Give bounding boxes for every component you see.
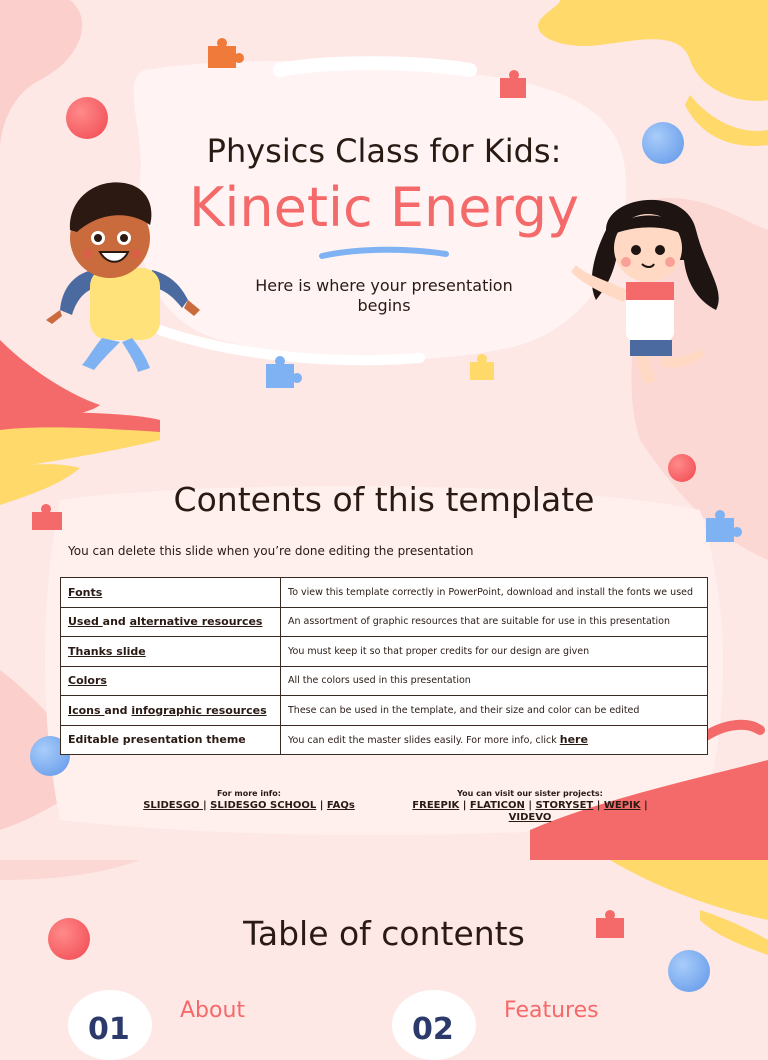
separator: | xyxy=(593,800,604,811)
toc-slide xyxy=(0,860,768,1047)
editable-theme-label: Editable presentation theme xyxy=(68,733,246,747)
toc-item-features[interactable]: Features xyxy=(504,998,599,1023)
thanks-slide-link[interactable]: Thanks slide xyxy=(68,644,146,658)
table-row xyxy=(61,696,708,726)
and-text: and xyxy=(104,703,132,717)
ball-icon xyxy=(668,454,696,482)
row-description: An assortment of graphic resources that are suitable for use in this presentation xyxy=(281,607,708,637)
footer-more-info xyxy=(124,788,374,812)
separator: | xyxy=(203,800,211,811)
slidesgo-link[interactable]: SLIDESGO xyxy=(143,800,204,811)
and-text: and xyxy=(102,615,130,629)
resources-table xyxy=(60,577,708,755)
wepik-link[interactable]: WEPIK xyxy=(603,800,641,811)
fonts-link[interactable]: Fonts xyxy=(68,585,103,599)
row-description: You can edit the master slides easily. For more info, click xyxy=(288,735,560,747)
separator: | xyxy=(316,800,327,811)
alternative-resources-link[interactable]: alternative resources xyxy=(129,615,263,629)
freepik-link[interactable]: FREEPIK xyxy=(412,800,460,811)
puzzle-piece-icon xyxy=(260,354,302,392)
puzzle-piece-icon xyxy=(204,38,244,68)
toc-title: Table of contents xyxy=(243,914,525,953)
videvo-link[interactable]: VIDEVO xyxy=(508,812,552,823)
separator: | xyxy=(524,800,536,811)
contents-title: Contents of this template xyxy=(173,480,595,519)
flaticon-link[interactable]: FLATICON xyxy=(469,800,525,811)
used-resources-link[interactable]: Used xyxy=(68,615,103,629)
table-row xyxy=(61,578,708,608)
row-description: To view this template correctly in PowerPoint, download and install the fonts we used xyxy=(281,578,708,608)
slidesgo-school-link[interactable]: SLIDESGO SCHOOL xyxy=(210,800,317,811)
footer-heading: You can visit our sister projects: xyxy=(457,789,603,798)
title-underline xyxy=(318,246,450,260)
table-row xyxy=(61,666,708,696)
cover-title-line2: Kinetic Energy xyxy=(189,176,579,239)
faqs-link[interactable]: FAQs xyxy=(326,800,355,811)
row-description: You must keep it so that proper credits for our design are given xyxy=(281,637,708,667)
separator: | xyxy=(459,800,470,811)
row-description: All the colors used in this presentation xyxy=(281,666,708,696)
toc-number: 01 xyxy=(88,1012,130,1047)
contents-description: You can delete this slide when you’re done editing the presentation xyxy=(68,544,474,558)
footer-sister-projects xyxy=(400,788,660,824)
cover-title-line1: Physics Class for Kids: xyxy=(206,132,562,170)
storyset-link[interactable]: STORYSET xyxy=(535,800,594,811)
toc-item-about[interactable]: About xyxy=(180,998,246,1023)
puzzle-piece-icon xyxy=(496,72,530,102)
infographic-resources-link[interactable]: infographic resources xyxy=(131,703,267,717)
cover-slide xyxy=(0,0,768,440)
colors-link[interactable]: Colors xyxy=(68,674,107,688)
table-row xyxy=(61,607,708,637)
icons-link[interactable]: Icons xyxy=(68,703,105,717)
separator: | xyxy=(640,800,648,811)
cover-subtitle: Here is where your presentation begins xyxy=(255,276,513,315)
ball-icon xyxy=(668,950,710,992)
toc-number: 02 xyxy=(412,1012,454,1047)
table-row xyxy=(61,725,708,755)
footer-heading: For more info: xyxy=(217,789,281,798)
here-link[interactable]: here xyxy=(559,733,588,747)
row-description: These can be used in the template, and their size and color can be edited xyxy=(281,696,708,726)
table-row xyxy=(61,637,708,667)
contents-slide xyxy=(0,440,768,860)
puzzle-piece-icon xyxy=(466,354,500,388)
